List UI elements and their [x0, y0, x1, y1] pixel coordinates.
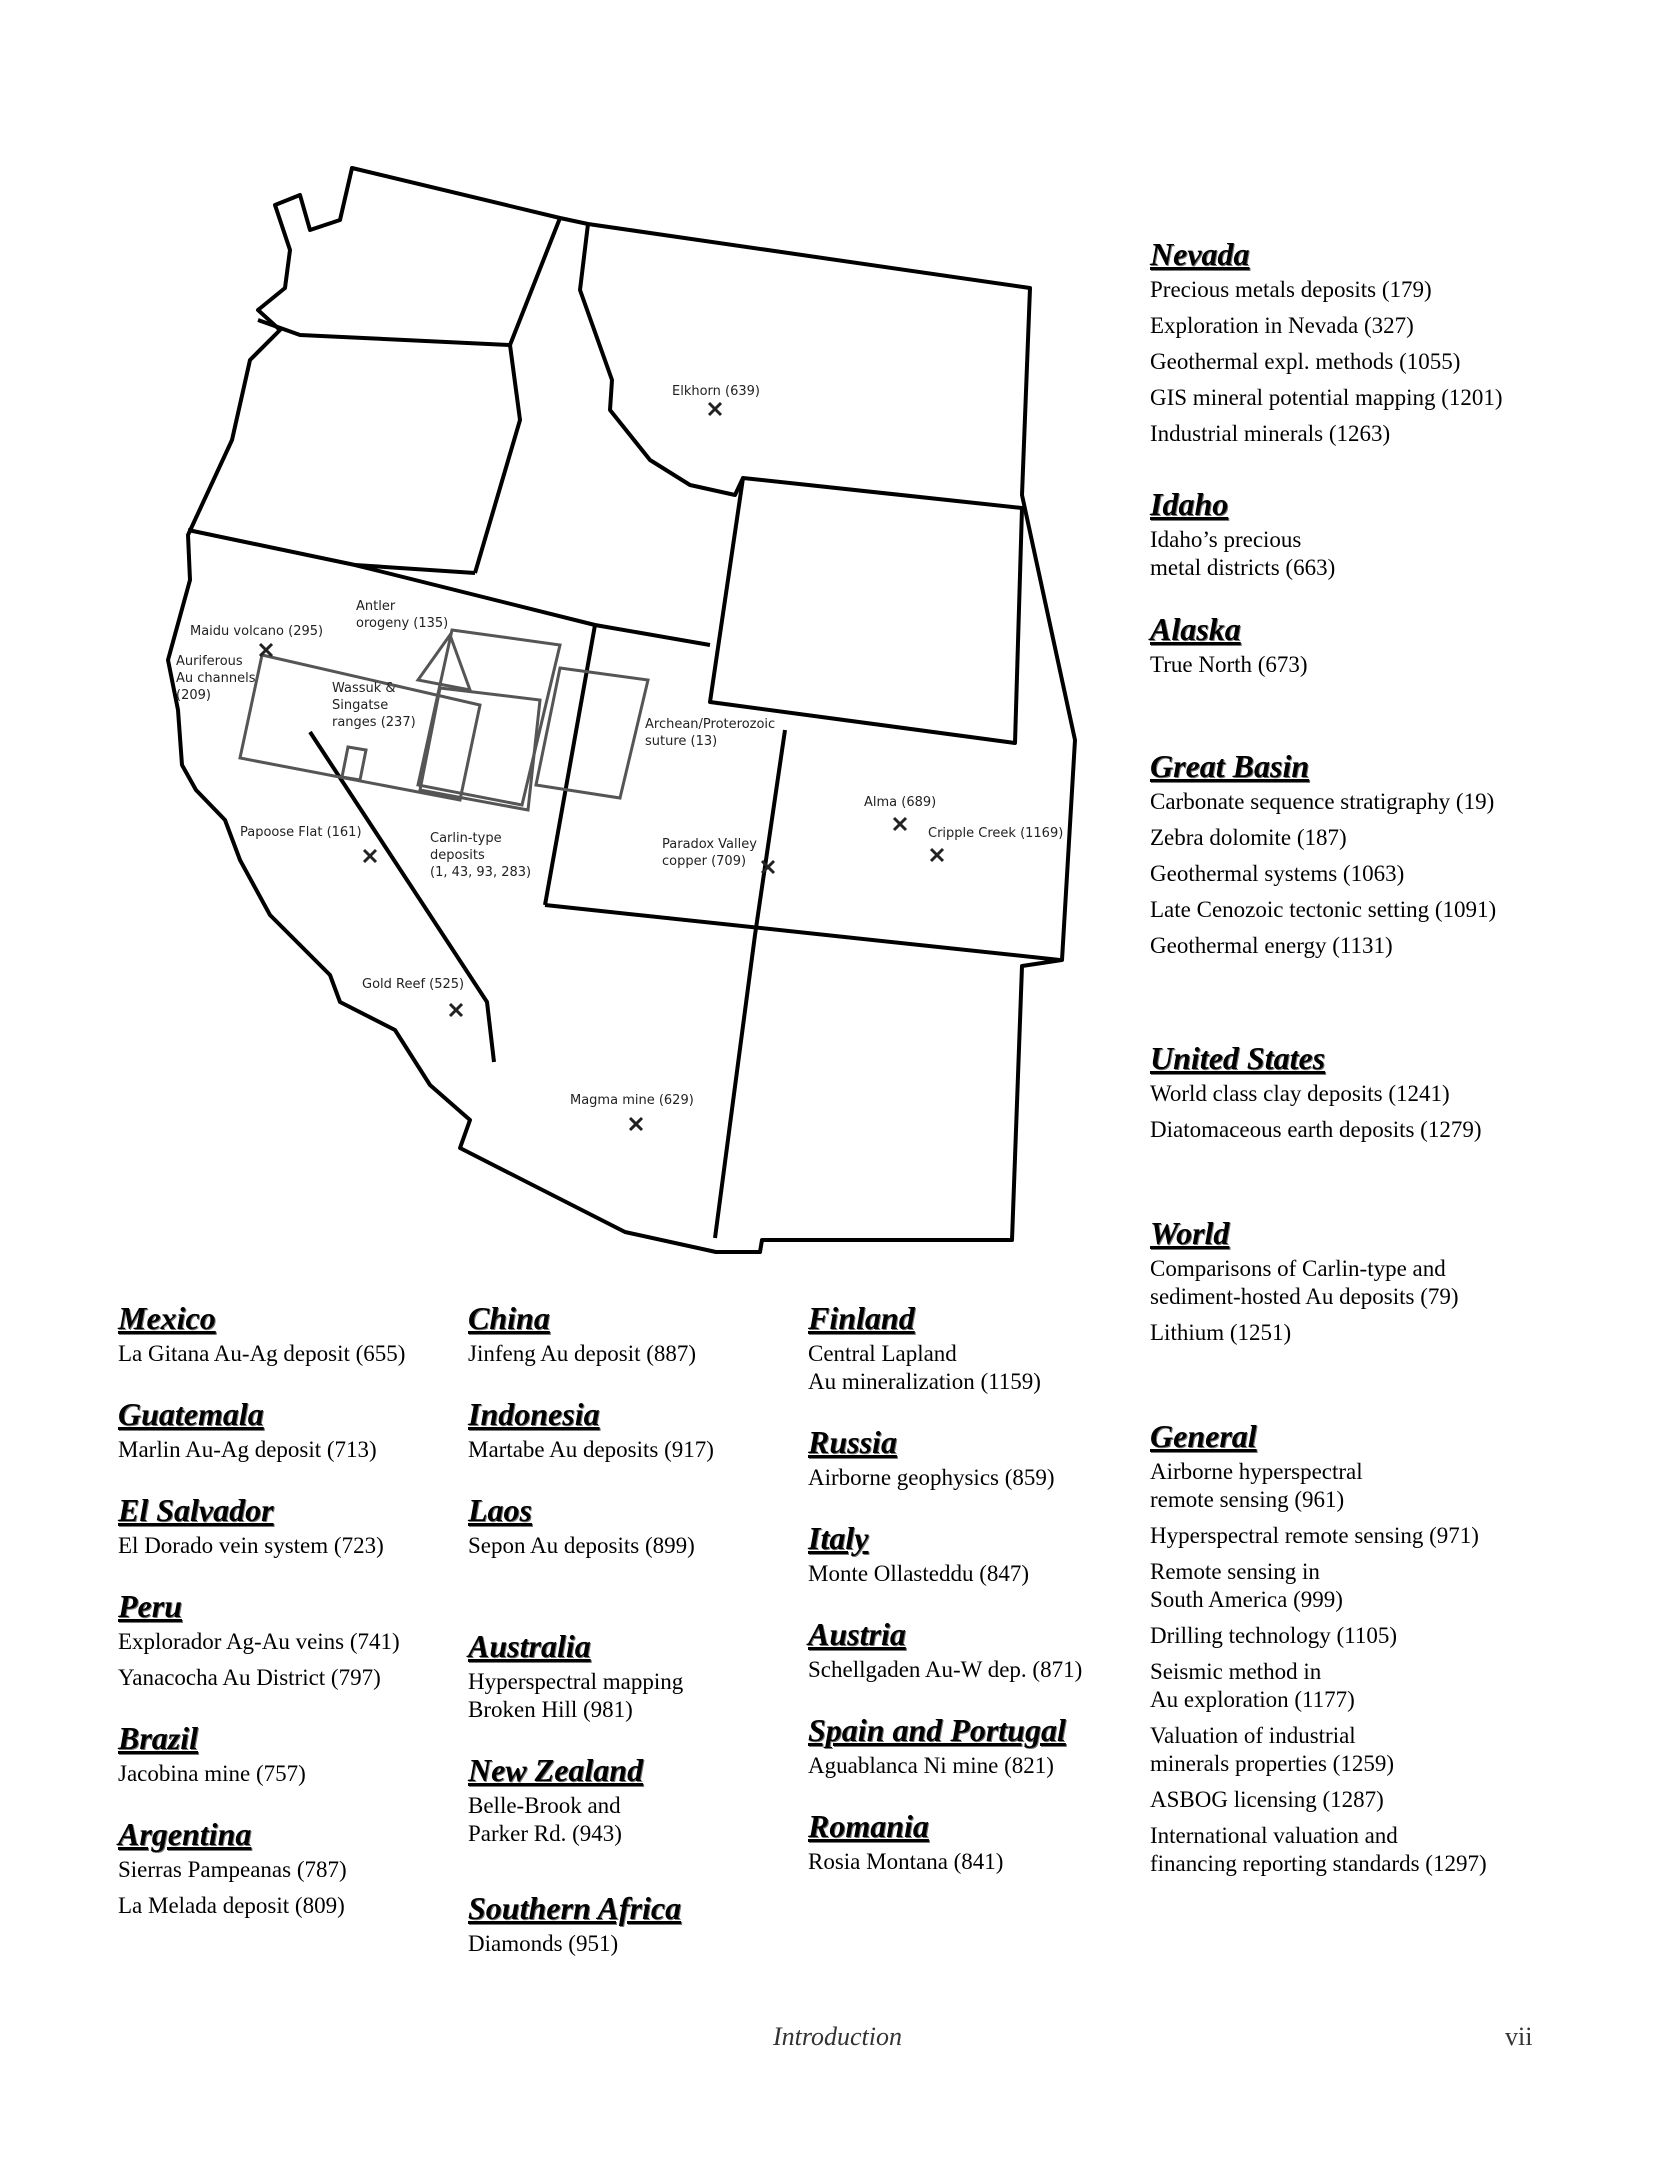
section-southern-africa [468, 1890, 681, 1968]
section-idaho [1150, 486, 1335, 592]
boundary-wy [710, 478, 1022, 743]
section-china [468, 1300, 696, 1378]
reference-item: Hyperspectral remote sensing (971) [1150, 1523, 1479, 1548]
section-austria [808, 1616, 1082, 1694]
section-title: Laos [468, 1492, 532, 1528]
reference-item: International valuation and financing reporting standards (1297) [1150, 1823, 1487, 1876]
section-alaska [1150, 611, 1308, 689]
section-brazil [118, 1720, 306, 1798]
reference-item: World class clay deposits (1241) [1150, 1081, 1450, 1106]
boundary-nv-ut [545, 625, 595, 905]
reference-item: Belle-Brook and Parker Rd. (943) [468, 1793, 622, 1846]
section-australia [468, 1628, 683, 1734]
study-box-utah [536, 668, 648, 798]
boundary-id-mt [580, 224, 743, 495]
section-title: China [468, 1300, 550, 1336]
section-title: Argentina [118, 1816, 252, 1852]
reference-item: Yanacocha Au District (797) [118, 1665, 381, 1690]
boundary-ca-nv [310, 732, 494, 1062]
reference-item: Carbonate sequence stratigraphy (19) [1150, 789, 1495, 814]
section-title: Peru [118, 1588, 182, 1624]
map-site-label: Maidu volcano (295) [190, 624, 324, 639]
section-italy [808, 1520, 1029, 1598]
boundary-wa-or [258, 320, 510, 345]
reference-item: Late Cenozoic tectonic setting (1091) [1150, 897, 1497, 922]
section-title: United States [1150, 1040, 1326, 1076]
reference-item: Idaho’s precious metal districts (663) [1150, 527, 1336, 580]
reference-item: Remote sensing in South America (999) [1150, 1559, 1343, 1612]
section-general [1150, 1418, 1487, 1886]
map-site-label: Magma mine (629) [570, 1093, 694, 1108]
section-title: Idaho [1150, 486, 1229, 522]
reference-item: Geothermal systems (1063) [1150, 861, 1405, 886]
section-el-salvador [118, 1492, 384, 1570]
reference-item: Sepon Au deposits (899) [468, 1533, 695, 1558]
footer-title: Introduction [772, 2022, 903, 2051]
map-sites [176, 384, 1063, 1130]
section-laos [468, 1492, 695, 1570]
study-area-boxes [240, 630, 648, 810]
site-marker-icon [709, 403, 721, 415]
reference-item: Comparisons of Carlin-type and sediment-hosted Au deposits (79) [1150, 1256, 1459, 1309]
site-marker-icon [364, 850, 376, 862]
reference-item: Industrial minerals (1263) [1150, 421, 1391, 446]
site-marker-icon [630, 1118, 642, 1130]
section-peru [118, 1588, 400, 1700]
section-title: Romania [808, 1808, 929, 1844]
section-argentina [118, 1816, 347, 1928]
map-site-label: Gold Reef (525) [362, 977, 465, 992]
section-mexico [118, 1300, 405, 1378]
site-marker-icon [894, 818, 906, 830]
map-site-label: Wassuk & Singatse ranges (237) [332, 681, 416, 730]
reference-item: Lithium (1251) [1150, 1320, 1292, 1345]
section-title: Alaska [1150, 611, 1241, 647]
study-box-wassuk [342, 747, 366, 780]
section-nevada [1150, 236, 1503, 456]
reference-item: Martabe Au deposits (917) [468, 1437, 714, 1462]
section-indonesia [468, 1396, 714, 1474]
section-title: Guatemala [118, 1396, 264, 1432]
reference-item: Hyperspectral mapping Broken Hill (981) [468, 1669, 684, 1722]
reference-item: Airborne hyperspectral remote sensing (961) [1150, 1459, 1363, 1512]
boundary-id-west [475, 218, 560, 573]
reference-item: Drilling technology (1105) [1150, 1623, 1397, 1648]
reference-item: Aguablanca Ni mine (821) [808, 1753, 1054, 1778]
site-marker-icon [260, 644, 272, 656]
map-site-label: Paradox Valley copper (709) [662, 837, 757, 869]
reference-item: Monte Ollasteddu (847) [808, 1561, 1030, 1586]
section-title: Finland [808, 1300, 915, 1336]
reference-item: Diamonds (951) [468, 1931, 619, 1956]
reference-item: Diatomaceous earth deposits (1279) [1150, 1117, 1482, 1142]
map-site-label: Auriferous Au channels (209) [176, 654, 256, 703]
section-title: Indonesia [468, 1396, 600, 1432]
section-title: General [1150, 1418, 1257, 1454]
state-boundaries [168, 168, 1075, 1252]
section-great-basin [1150, 748, 1496, 968]
page-number: vii [1505, 2022, 1533, 2051]
boundary-four-corners-ew [545, 905, 1060, 960]
site-marker-icon [931, 849, 943, 861]
section-title: New Zealand [468, 1752, 644, 1788]
reference-item: Central Lapland Au mineralization (1159) [808, 1341, 1041, 1394]
section-title: Austria [808, 1616, 906, 1652]
map-site-label: Elkhorn (639) [672, 384, 760, 399]
section-guatemala [118, 1396, 377, 1474]
boundary-ut-north [355, 565, 710, 645]
reference-item: ASBOG licensing (1287) [1150, 1787, 1384, 1812]
section-title: Australia [468, 1628, 591, 1664]
section-title: Spain and Portugal [808, 1712, 1066, 1748]
section-title: World [1150, 1215, 1230, 1251]
section-new-zealand [468, 1752, 643, 1858]
section-spain-portugal [808, 1712, 1066, 1790]
reference-item: Exploration in Nevada (327) [1150, 313, 1414, 338]
map-site-label: Antler orogeny (135) [356, 599, 449, 631]
reference-item: El Dorado vein system (723) [118, 1533, 384, 1558]
reference-item: La Melada deposit (809) [118, 1893, 345, 1918]
map-outline [168, 168, 1075, 1252]
section-russia [808, 1424, 1055, 1502]
reference-item: Geothermal energy (1131) [1150, 933, 1393, 958]
reference-item: Marlin Au-Ag deposit (713) [118, 1437, 377, 1462]
reference-item: GIS mineral potential mapping (1201) [1150, 385, 1503, 410]
section-romania [808, 1808, 1003, 1886]
reference-item: Sierras Pampeanas (787) [118, 1857, 347, 1882]
map-site-label: Archean/Proterozoic suture (13) [645, 717, 776, 749]
section-united-states [1150, 1040, 1482, 1152]
section-title: Italy [808, 1520, 869, 1556]
reference-item: Jinfeng Au deposit (887) [468, 1341, 697, 1366]
map-site-label: Carlin-type deposits (1, 43, 93, 283) [430, 831, 532, 880]
map-site-label: Alma (689) [864, 795, 937, 810]
section-title: Brazil [118, 1720, 199, 1756]
reference-item: Explorador Ag-Au veins (741) [118, 1629, 400, 1654]
reference-item: Airborne geophysics (859) [808, 1465, 1055, 1490]
section-title: Great Basin [1150, 748, 1310, 784]
reference-item: Schellgaden Au-W dep. (871) [808, 1657, 1083, 1682]
section-finland [808, 1300, 1041, 1406]
reference-item: Rosia Montana (841) [808, 1849, 1004, 1874]
map-site-label: Papoose Flat (161) [240, 825, 362, 840]
reference-item: Seismic method in Au exploration (1177) [1150, 1659, 1355, 1712]
reference-item: Valuation of industrial minerals properties (1259) [1150, 1723, 1394, 1776]
reference-item: True North (673) [1150, 652, 1308, 677]
section-title: Southern Africa [468, 1890, 682, 1926]
site-marker-icon [450, 1004, 462, 1016]
section-world [1150, 1215, 1459, 1355]
section-title: Russia [808, 1424, 897, 1460]
reference-item: Jacobina mine (757) [118, 1761, 306, 1786]
map-site-label: Cripple Creek (1169) [928, 826, 1064, 841]
section-title: Mexico [118, 1300, 216, 1336]
boundary-ut-co-az-nm [715, 730, 785, 1238]
section-title: El Salvador [118, 1492, 274, 1528]
reference-item: Zebra dolomite (187) [1150, 825, 1347, 850]
reference-item: Precious metals deposits (179) [1150, 277, 1432, 302]
section-title: Nevada [1150, 236, 1250, 272]
boundary-or-ca-nv [188, 530, 475, 573]
reference-item: La Gitana Au-Ag deposit (655) [118, 1341, 406, 1366]
reference-item: Geothermal expl. methods (1055) [1150, 349, 1461, 374]
